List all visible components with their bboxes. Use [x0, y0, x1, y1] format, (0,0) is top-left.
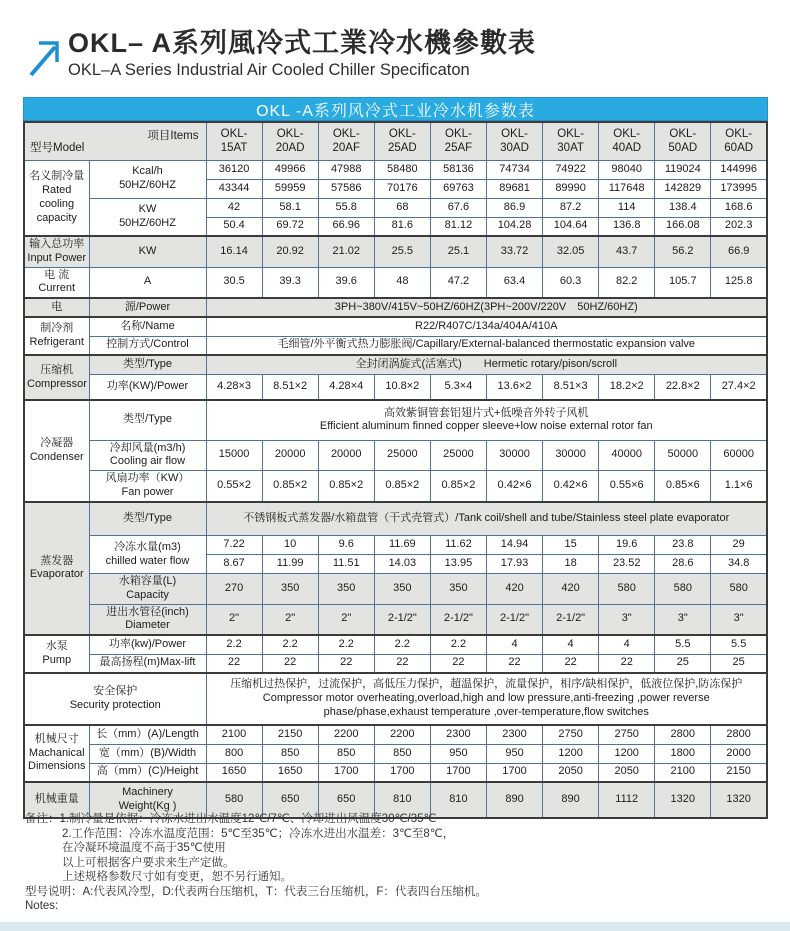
row-category-label: 压缩机 Compressor	[24, 355, 89, 400]
value-cell: 890	[543, 782, 599, 818]
row-item-label: 进出水管径(inch) Diameter	[89, 604, 206, 635]
value-cell: 压缩机过热保护，过流保护，高低压力保护，超温保护，流量保护，相序/缺相保护，低液位保护,防冻保护 Compressor motor overheating,overload,high and low pressure,anti-freezing ,power reverse phase/phase,exhaust temperature ,over-temperature,flow switches	[206, 673, 767, 725]
value-cell: 2050	[543, 763, 599, 782]
table-row	[24, 635, 767, 654]
value-cell: 42	[206, 198, 262, 217]
model-header-cell: OKL- 50AD	[655, 122, 711, 160]
value-cell: 25000	[374, 440, 430, 471]
value-cell: 高效紫铜管套铝翅片式+低噪音外转子风机 Efficient aluminum finned copper sleeve+low noise external rotor fan	[206, 400, 767, 440]
value-cell: 4	[599, 635, 655, 654]
value-cell: 800	[206, 744, 262, 763]
value-cell: 2100	[655, 763, 711, 782]
value-cell: 2-1/2"	[430, 604, 486, 635]
value-cell: R22/R407C/134a/404A/410A	[206, 317, 767, 336]
value-cell: 69763	[430, 179, 486, 198]
value-cell: 1650	[206, 763, 262, 782]
value-cell: 11.69	[374, 536, 430, 555]
value-cell: 20.92	[262, 236, 318, 267]
table-row	[24, 574, 767, 605]
value-cell: 125.8	[711, 267, 767, 298]
value-cell: 950	[486, 744, 542, 763]
value-cell: 9.6	[318, 536, 374, 555]
row-item-label: 风扇功率（KW） Fan power	[89, 471, 206, 502]
value-cell: 142829	[655, 179, 711, 198]
value-cell: 58136	[430, 160, 486, 179]
row-category-label: 水泵 Pump	[24, 635, 89, 673]
table-row	[24, 355, 767, 374]
corner-items-label: 项目Items	[147, 130, 199, 142]
table-row	[24, 502, 767, 536]
value-cell: 1320	[655, 782, 711, 818]
row-item-label: 水箱容量(L) Capacity	[89, 574, 206, 605]
row-category-label: 制冷剂 Refrigerant	[24, 317, 89, 355]
value-cell: 87.2	[543, 198, 599, 217]
value-cell: 2050	[599, 763, 655, 782]
value-cell: 350	[430, 574, 486, 605]
value-cell: 25	[711, 654, 767, 673]
value-cell: 2300	[430, 725, 486, 744]
value-cell: 2300	[486, 725, 542, 744]
value-cell: 138.4	[655, 198, 711, 217]
value-cell: 1700	[430, 763, 486, 782]
value-cell: 1700	[374, 763, 430, 782]
footnote-line: 型号说明：A:代表风冷型，D:代表两台压缩机，T：代表三台压缩机，F：代表四台压缩机。	[25, 885, 487, 898]
value-cell: 74922	[543, 160, 599, 179]
row-category-label: 安全保护 Security protection	[24, 673, 206, 725]
value-cell: 1.1×6	[711, 471, 767, 502]
value-cell: 8.51×3	[543, 374, 599, 400]
value-cell: 17.93	[486, 555, 542, 574]
value-cell: 47.2	[430, 267, 486, 298]
row-item-label: Machinery Weight(Kg )	[89, 782, 206, 818]
value-cell: 2"	[318, 604, 374, 635]
value-cell: 2.2	[318, 635, 374, 654]
footnote-line: 备注：1.制冷量是依据：冷冻水进出水温度12℃/7℃、冷却进出风温度30℃/35℃	[25, 813, 437, 825]
value-cell: 1800	[655, 744, 711, 763]
page-subtitle: OKL–A Series Industrial Air Cooled Chiller Specificaton	[68, 61, 470, 80]
value-cell: 57586	[318, 179, 374, 198]
value-cell: 4.28×4	[318, 374, 374, 400]
model-header-cell: OKL- 20AD	[262, 122, 318, 160]
table-row	[24, 725, 767, 744]
value-cell: 350	[374, 574, 430, 605]
table-row	[24, 160, 767, 179]
value-cell: 16.14	[206, 236, 262, 267]
value-cell: 22	[486, 654, 542, 673]
value-cell: 2100	[206, 725, 262, 744]
value-cell: 11.99	[262, 555, 318, 574]
value-cell: 850	[318, 744, 374, 763]
value-cell: 43.7	[599, 236, 655, 267]
table-row	[24, 236, 767, 267]
value-cell: 30.5	[206, 267, 262, 298]
value-cell: 10.8×2	[374, 374, 430, 400]
value-cell: 270	[206, 574, 262, 605]
value-cell: 0.85×2	[430, 471, 486, 502]
table-row	[24, 317, 767, 336]
value-cell: 168.6	[711, 198, 767, 217]
value-cell: 14.94	[486, 536, 542, 555]
value-cell: 850	[374, 744, 430, 763]
value-cell: 104.64	[543, 217, 599, 236]
value-cell: 2-1/2"	[543, 604, 599, 635]
value-cell: 18.2×2	[599, 374, 655, 400]
row-category-label: 输入总功率 Input Power	[24, 236, 89, 267]
row-item-label: 功率(KW)/Power	[89, 374, 206, 400]
value-cell: 22	[206, 654, 262, 673]
value-cell: 4.28×3	[206, 374, 262, 400]
value-cell: 8.67	[206, 555, 262, 574]
footnote-line: 2.工作范围：冷冻水温度范围：5℃至35℃；冷冻水进出水温差：3℃至8℃，	[62, 827, 455, 840]
value-cell: 5.5	[711, 635, 767, 654]
value-cell: 69.72	[262, 217, 318, 236]
value-cell: 580	[655, 574, 711, 605]
value-cell: 50.4	[206, 217, 262, 236]
value-cell: 39.3	[262, 267, 318, 298]
value-cell: 56.2	[655, 236, 711, 267]
row-item-label: A	[89, 267, 206, 298]
value-cell: 0.55×6	[599, 471, 655, 502]
value-cell: 3"	[711, 604, 767, 635]
value-cell: 580	[711, 574, 767, 605]
row-item-label: 类型/Type	[89, 355, 206, 374]
value-cell: 114	[599, 198, 655, 217]
value-cell: 22	[374, 654, 430, 673]
table-row	[24, 374, 767, 400]
value-cell: 15	[543, 536, 599, 555]
value-cell: 68	[374, 198, 430, 217]
model-header-cell: OKL- 40AD	[599, 122, 655, 160]
value-cell: 86.9	[486, 198, 542, 217]
value-cell: 4	[486, 635, 542, 654]
value-cell: 32.05	[543, 236, 599, 267]
value-cell: 2150	[262, 725, 318, 744]
row-item-label: KW 50HZ/60HZ	[89, 198, 206, 236]
row-item-label: 长（mm）(A)/Length	[89, 725, 206, 744]
value-cell: 950	[430, 744, 486, 763]
value-cell: 580	[206, 782, 262, 818]
row-category-label: 电	[24, 298, 89, 317]
value-cell: 18	[543, 555, 599, 574]
value-cell: 2200	[374, 725, 430, 744]
value-cell: 27.4×2	[711, 374, 767, 400]
table-row	[24, 440, 767, 471]
value-cell: 47988	[318, 160, 374, 179]
value-cell: 350	[262, 574, 318, 605]
value-cell: 2-1/2"	[486, 604, 542, 635]
value-cell: 22	[543, 654, 599, 673]
value-cell: 49966	[262, 160, 318, 179]
value-cell: 30000	[543, 440, 599, 471]
value-cell: 890	[486, 782, 542, 818]
value-cell: 13.95	[430, 555, 486, 574]
value-cell: 850	[262, 744, 318, 763]
value-cell: 25.5	[374, 236, 430, 267]
value-cell: 70176	[374, 179, 430, 198]
value-cell: 420	[543, 574, 599, 605]
value-cell: 3PH~380V/415V~50HZ/60HZ(3PH~200V/220V 50HZ/60HZ)	[206, 298, 767, 317]
table-row	[24, 400, 767, 440]
page-title: OKL– A系列風冷式工業冷水機參數表	[68, 28, 537, 58]
row-category-label: 电 流 Current	[24, 267, 89, 298]
row-item-label: Kcal/h 50HZ/60HZ	[89, 160, 206, 198]
value-cell: 14.03	[374, 555, 430, 574]
value-cell: 0.42×6	[543, 471, 599, 502]
table-row	[24, 198, 767, 217]
value-cell: 650	[318, 782, 374, 818]
value-cell: 1320	[711, 782, 767, 818]
value-cell: 43344	[206, 179, 262, 198]
model-header-cell: OKL- 25AD	[374, 122, 430, 160]
value-cell: 2"	[262, 604, 318, 635]
value-cell: 10	[262, 536, 318, 555]
row-item-label: KW	[89, 236, 206, 267]
value-cell: 117648	[599, 179, 655, 198]
row-item-label: 宽（mm）(B)/Width	[89, 744, 206, 763]
value-cell: 25	[655, 654, 711, 673]
table-row	[24, 298, 767, 317]
value-cell: 全封闭涡旋式(活塞式) Hermetic rotary/pison/scroll	[206, 355, 767, 374]
corner-cell	[24, 122, 206, 160]
table-row	[24, 604, 767, 635]
table-row	[24, 536, 767, 555]
value-cell: 11.62	[430, 536, 486, 555]
value-cell: 67.6	[430, 198, 486, 217]
spec-table-body	[24, 122, 767, 818]
value-cell: 173995	[711, 179, 767, 198]
value-cell: 2.2	[262, 635, 318, 654]
value-cell: 104.28	[486, 217, 542, 236]
value-cell: 33.72	[486, 236, 542, 267]
value-cell: 25.1	[430, 236, 486, 267]
value-cell: 650	[262, 782, 318, 818]
footnote-line: 上述规格参数尺寸如有变更，恕不另行通知。	[62, 871, 292, 883]
row-item-label: 类型/Type	[89, 502, 206, 536]
value-cell: 50000	[655, 440, 711, 471]
footnotes	[25, 812, 487, 914]
footnote-line: Notes:	[25, 900, 59, 912]
value-cell: 40000	[599, 440, 655, 471]
value-cell: 1700	[318, 763, 374, 782]
row-item-label: 功率(kw)/Power	[89, 635, 206, 654]
page-title-block	[68, 28, 536, 80]
value-cell: 4	[543, 635, 599, 654]
value-cell: 166.08	[655, 217, 711, 236]
value-cell: 0.42×6	[486, 471, 542, 502]
value-cell: 2800	[655, 725, 711, 744]
row-item-label: 名称/Name	[89, 317, 206, 336]
row-category-label: 机械重量	[24, 782, 89, 818]
value-cell: 19.6	[599, 536, 655, 555]
value-cell: 22.8×2	[655, 374, 711, 400]
value-cell: 82.2	[599, 267, 655, 298]
value-cell: 20000	[262, 440, 318, 471]
value-cell: 7.22	[206, 536, 262, 555]
value-cell: 2.2	[430, 635, 486, 654]
footer-strip	[0, 922, 790, 931]
footnote-line: 以上可根据客户要求来生产定做。	[62, 856, 235, 869]
value-cell: 2000	[711, 744, 767, 763]
value-cell: 不锈钢板式蒸发器/水箱盘管（干式壳管式）/Tank coil/shell and tube/Stainless steel plate evaporator	[206, 502, 767, 536]
model-header-cell: OKL- 15AT	[206, 122, 262, 160]
value-cell: 3"	[599, 604, 655, 635]
value-cell: 2.2	[374, 635, 430, 654]
model-header-cell: OKL- 60AD	[711, 122, 767, 160]
value-cell: 8.51×2	[262, 374, 318, 400]
row-item-label: 控制方式/Control	[89, 336, 206, 355]
row-item-label: 最高扬程(m)Max-lift	[89, 654, 206, 673]
value-cell: 2"	[206, 604, 262, 635]
value-cell: 2.2	[206, 635, 262, 654]
table-row	[24, 763, 767, 782]
row-item-label: 冷冻水量(m3) chilled water flow	[89, 536, 206, 574]
value-cell: 63.4	[486, 267, 542, 298]
value-cell: 2-1/2"	[374, 604, 430, 635]
model-header-cell: OKL- 20AF	[318, 122, 374, 160]
row-category-label: 冷凝器 Condenser	[24, 400, 89, 502]
model-header-cell: OKL- 30AD	[486, 122, 542, 160]
value-cell: 144996	[711, 160, 767, 179]
value-cell: 1200	[543, 744, 599, 763]
value-cell: 74734	[486, 160, 542, 179]
value-cell: 5.5	[655, 635, 711, 654]
diagonal-arrow-icon	[26, 36, 66, 80]
value-cell: 810	[430, 782, 486, 818]
value-cell: 22	[318, 654, 374, 673]
value-cell: 420	[486, 574, 542, 605]
value-cell: 59959	[262, 179, 318, 198]
value-cell: 20000	[318, 440, 374, 471]
value-cell: 81.6	[374, 217, 430, 236]
row-category-label: 蒸发器 Evaporator	[24, 502, 89, 636]
value-cell: 28.6	[655, 555, 711, 574]
row-item-label: 高（mm）(C)/Height	[89, 763, 206, 782]
table-row	[24, 336, 767, 355]
row-category-label: 名义制冷量 Rated cooling capacity	[24, 160, 89, 236]
value-cell: 81.12	[430, 217, 486, 236]
value-cell: 58480	[374, 160, 430, 179]
value-cell: 66.96	[318, 217, 374, 236]
value-cell: 23.52	[599, 555, 655, 574]
value-cell: 66.9	[711, 236, 767, 267]
value-cell: 136.8	[599, 217, 655, 236]
table-caption-bar: OKL -A系列风冷式工业冷水机参数表	[23, 97, 768, 121]
value-cell: 2200	[318, 725, 374, 744]
value-cell: 119024	[655, 160, 711, 179]
table-row	[24, 654, 767, 673]
value-cell: 105.7	[655, 267, 711, 298]
value-cell: 580	[599, 574, 655, 605]
row-item-label: 源/Power	[89, 298, 206, 317]
model-header-cell: OKL- 30AT	[543, 122, 599, 160]
value-cell: 0.85×6	[655, 471, 711, 502]
value-cell: 350	[318, 574, 374, 605]
value-cell: 202.3	[711, 217, 767, 236]
value-cell: 3"	[655, 604, 711, 635]
table-row	[24, 122, 767, 160]
value-cell: 60.3	[543, 267, 599, 298]
value-cell: 36120	[206, 160, 262, 179]
value-cell: 810	[374, 782, 430, 818]
value-cell: 1200	[599, 744, 655, 763]
value-cell: 0.85×2	[262, 471, 318, 502]
value-cell: 5.3×4	[430, 374, 486, 400]
table-row	[24, 744, 767, 763]
value-cell: 55.8	[318, 198, 374, 217]
value-cell: 30000	[486, 440, 542, 471]
corner-model-label: 型号Model	[30, 142, 85, 155]
value-cell: 89990	[543, 179, 599, 198]
value-cell: 23.8	[655, 536, 711, 555]
value-cell: 1700	[486, 763, 542, 782]
row-category-label: 机械尺寸 Machanical Dimensions	[24, 725, 89, 782]
model-header-cell: OKL- 25AF	[430, 122, 486, 160]
row-item-label: 冷却风量(m3/h) Cooling air flow	[89, 440, 206, 471]
value-cell: 58.1	[262, 198, 318, 217]
value-cell: 1650	[262, 763, 318, 782]
table-row	[24, 673, 767, 725]
spec-table	[23, 121, 768, 819]
value-cell: 毛细管/外平衡式热力膨胀阀/Capillary/External-balanced thermostatic expansion valve	[206, 336, 767, 355]
value-cell: 21.02	[318, 236, 374, 267]
value-cell: 48	[374, 267, 430, 298]
value-cell: 89681	[486, 179, 542, 198]
value-cell: 98040	[599, 160, 655, 179]
value-cell: 15000	[206, 440, 262, 471]
value-cell: 22	[430, 654, 486, 673]
value-cell: 60000	[711, 440, 767, 471]
row-item-label: 类型/Type	[89, 400, 206, 440]
table-row	[24, 267, 767, 298]
value-cell: 2800	[711, 725, 767, 744]
value-cell: 0.85×2	[374, 471, 430, 502]
value-cell: 0.55×2	[206, 471, 262, 502]
value-cell: 25000	[430, 440, 486, 471]
value-cell: 22	[599, 654, 655, 673]
value-cell: 2750	[543, 725, 599, 744]
value-cell: 2150	[711, 763, 767, 782]
value-cell: 0.85×2	[318, 471, 374, 502]
value-cell: 39.6	[318, 267, 374, 298]
value-cell: 34.8	[711, 555, 767, 574]
value-cell: 2750	[599, 725, 655, 744]
value-cell: 1112	[599, 782, 655, 818]
value-cell: 29	[711, 536, 767, 555]
table-row	[24, 471, 767, 502]
footnote-line: 在冷凝环境温度不高于35℃使用	[62, 842, 226, 854]
value-cell: 11.51	[318, 555, 374, 574]
value-cell: 22	[262, 654, 318, 673]
value-cell: 13.6×2	[486, 374, 542, 400]
